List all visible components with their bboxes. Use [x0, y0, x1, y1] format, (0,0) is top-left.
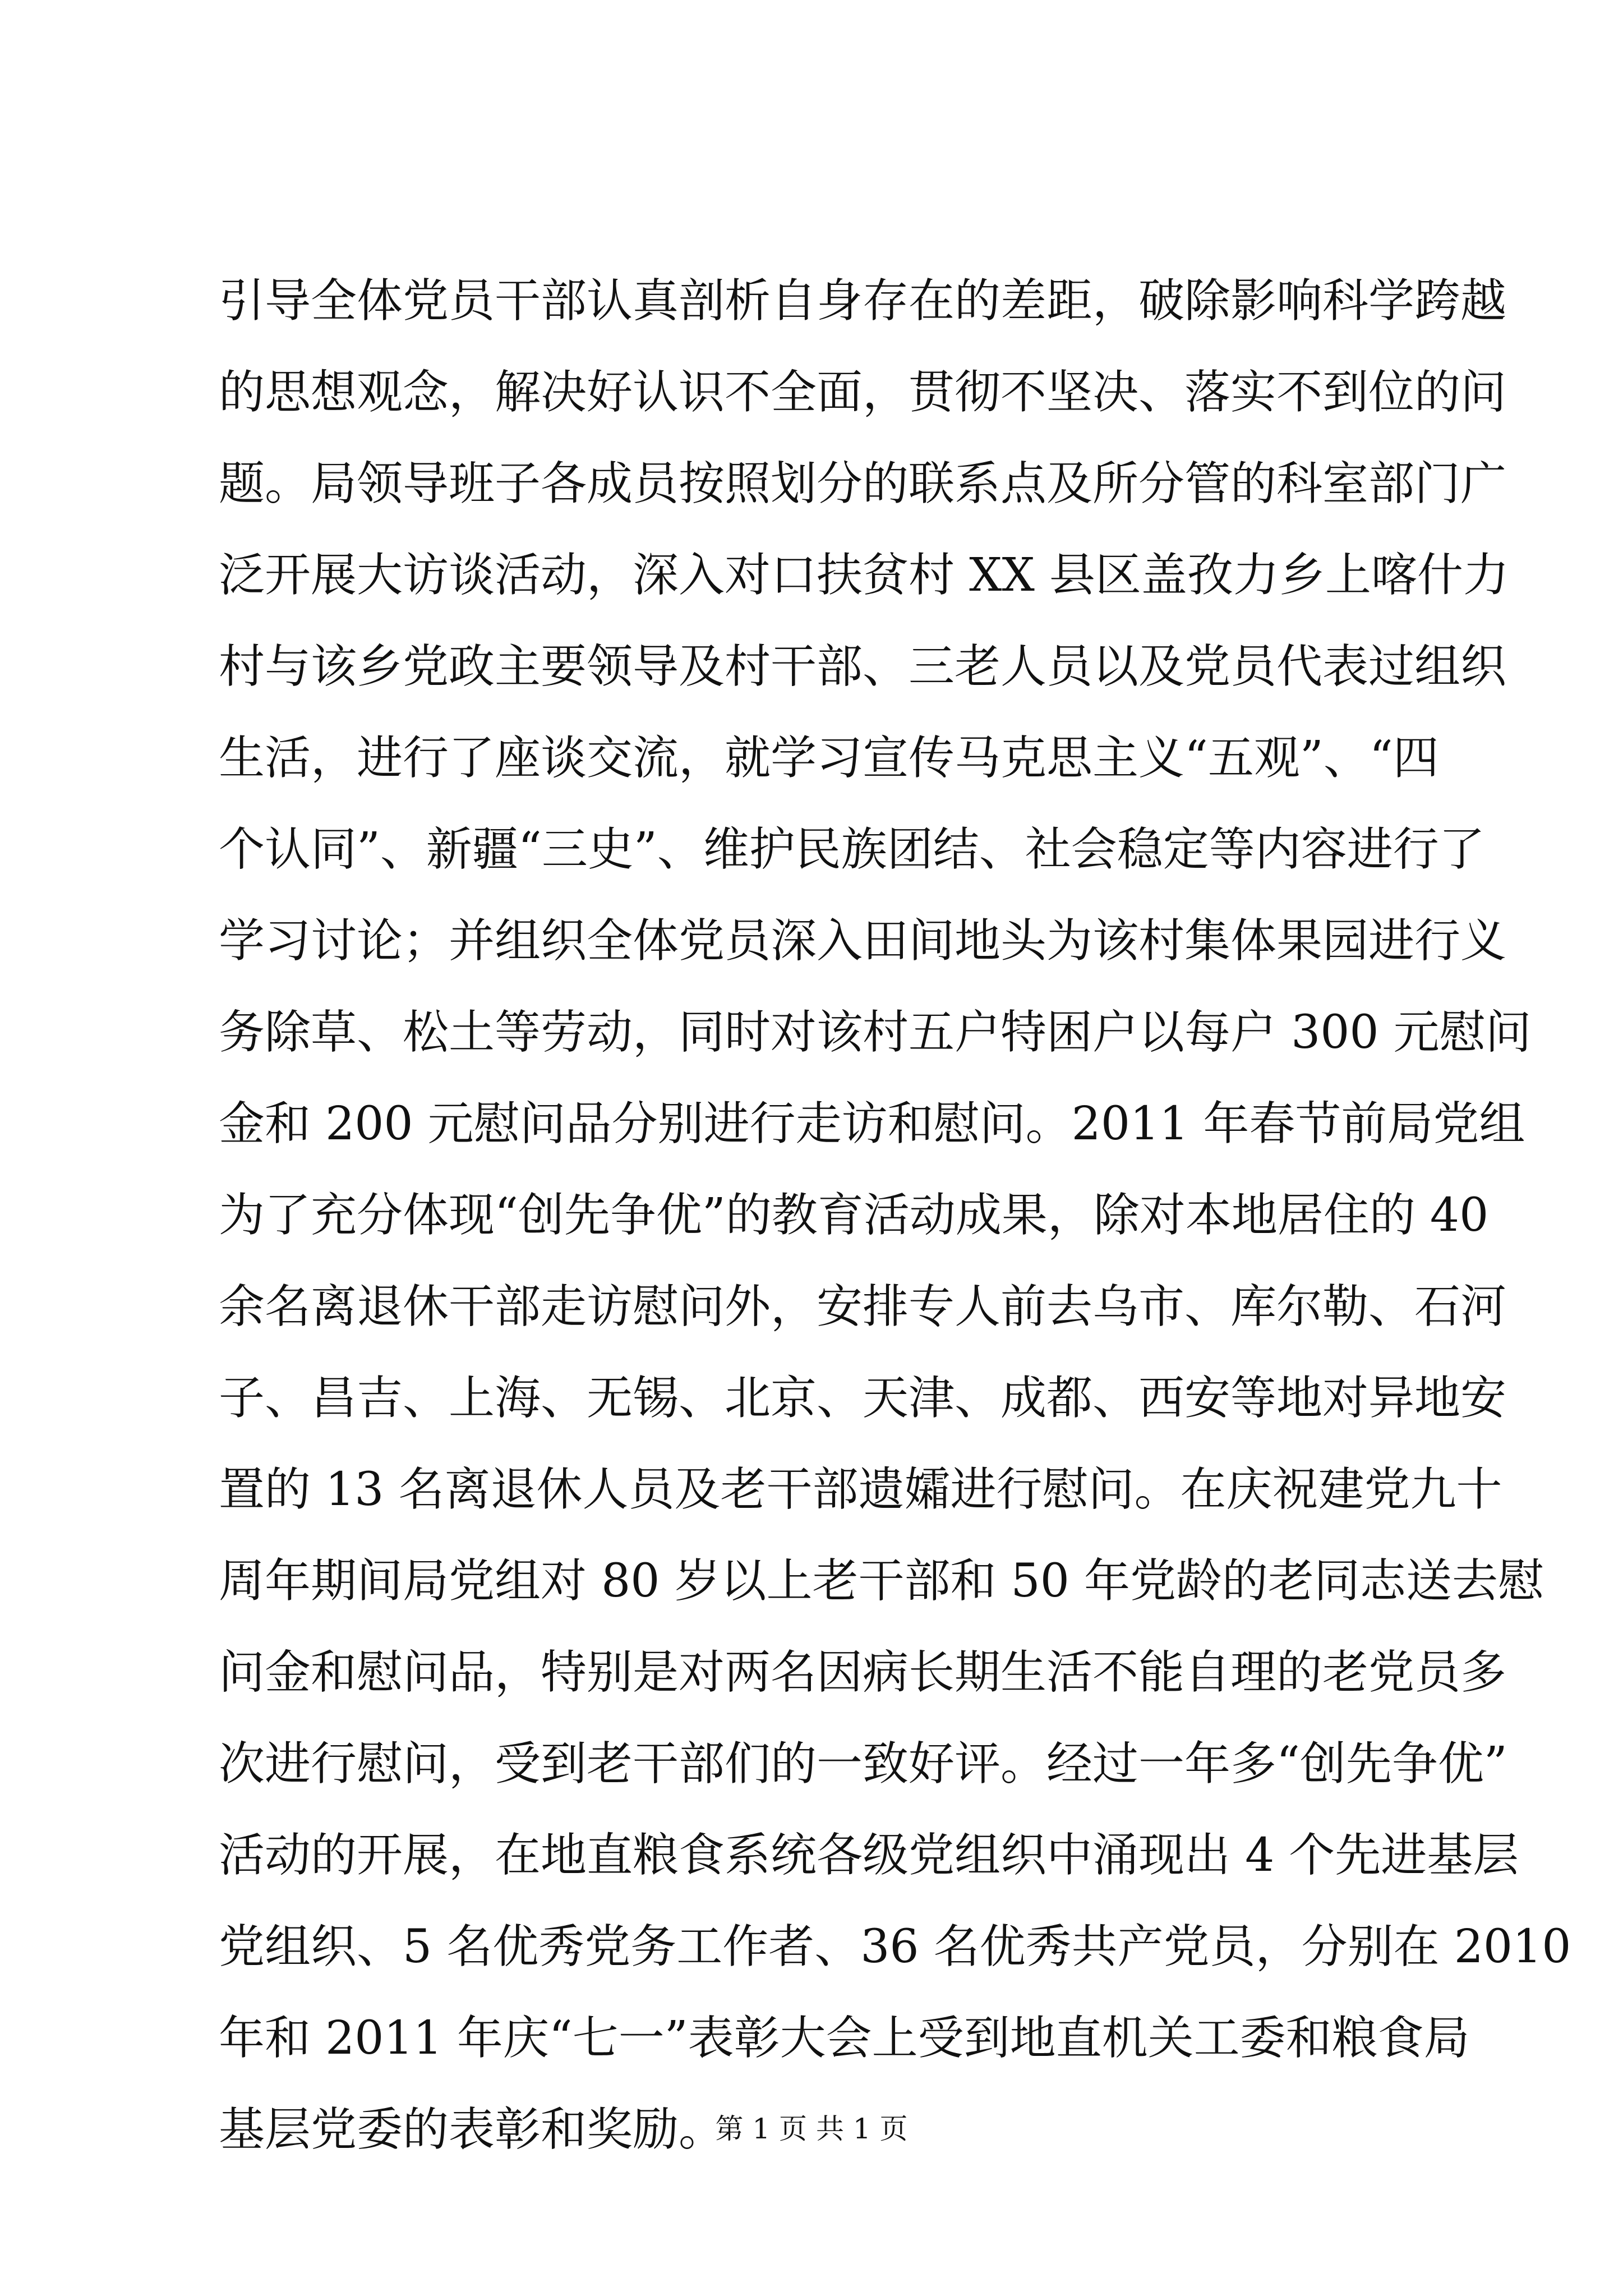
- text-line: 学习讨论；并组织全体党员深入田间地头为该村集体果园进行义: [219, 914, 1507, 968]
- text-line: 个认同”、新疆“三史”、维护民族团结、社会稳定等内容进行了: [219, 823, 1485, 876]
- text-line: 基层党委的表彰和奖励。: [219, 2103, 725, 2156]
- text-line: 置的 13 名离退休人员及老干部遗孀进行慰问。在庆祝建党九十: [219, 1463, 1502, 1516]
- text-line: 活动的开展，在地直粮食系统各级党组织中涌现出 4 个先进基层: [219, 1829, 1519, 1882]
- text-line: 余名离退休干部走访慰问外，安排专人前去乌市、库尔勒、石河: [219, 1280, 1507, 1333]
- text-line: 次进行慰问，受到老干部们的一致好评。经过一年多“创先争优”: [219, 1737, 1507, 1791]
- text-line: 泛开展大访谈活动，深入对口扶贫村 XX 县区盖孜力乡上喀什力: [219, 549, 1509, 602]
- text-line: 生活，进行了座谈交流，就学习宣传马克思主义“五观”、“四: [219, 731, 1439, 785]
- text-line: 问金和慰问品，特别是对两名因病长期生活不能自理的老党员多: [219, 1646, 1507, 1699]
- text-line: 为了充分体现“创先争优”的教育活动成果，除对本地居住的 40: [219, 1189, 1489, 1242]
- text-line: 引导全体党员干部认真剖析自身存在的差距，破除影响科学跨越: [219, 274, 1507, 328]
- text-line: 子、昌吉、上海、无锡、北京、天津、成都、西安等地对异地安: [219, 1372, 1507, 1425]
- text-line: 金和 200 元慰问品分别进行走访和慰问。2011 年春节前局党组: [219, 1097, 1525, 1151]
- text-line: 的思想观念，解决好认识不全面，贯彻不坚决、落实不到位的问: [219, 366, 1507, 419]
- text-line: 党组织、5 名优秀党务工作者、36 名优秀共产党员，分别在 2010: [219, 1920, 1571, 1973]
- text-line: 周年期间局党组对 80 岁以上老干部和 50 年党龄的老同志送去慰: [219, 1554, 1544, 1608]
- text-line: 务除草、松土等劳动，同时对该村五户特困户以每户 300 元慰问: [219, 1006, 1532, 1059]
- document-body: [219, 255, 1571, 2175]
- text-line: 村与该乡党政主要领导及村干部、三老人员以及党员代表过组织: [219, 640, 1507, 693]
- text-line: 年和 2011 年庆“七一”表彰大会上受到地直机关工委和粮食局: [219, 2012, 1470, 2065]
- page-footer: 第 1 页 共 1 页: [715, 2113, 908, 2145]
- text-line: 题。局领导班子各成员按照划分的联系点及所分管的科室部门广: [219, 457, 1507, 510]
